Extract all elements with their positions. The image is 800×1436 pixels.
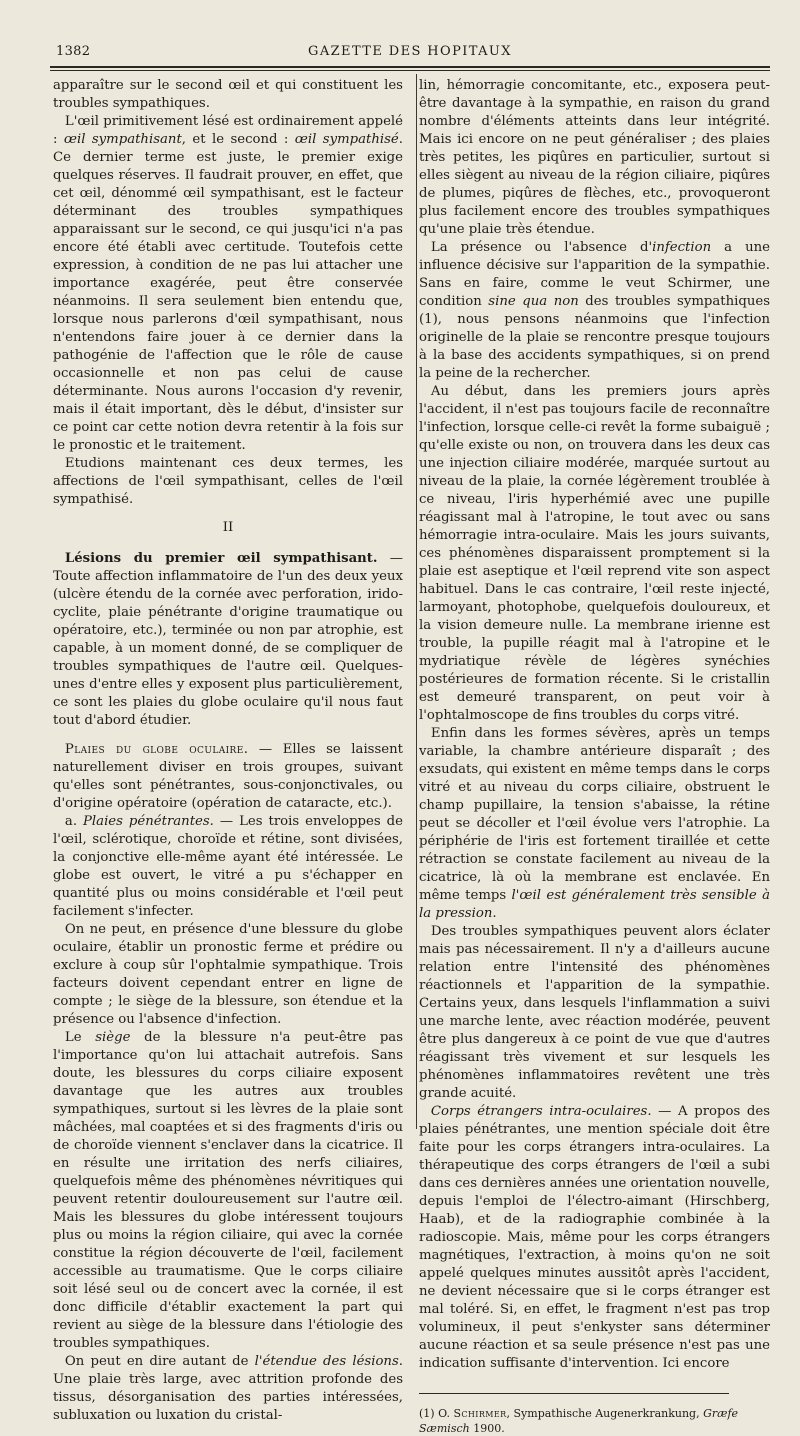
page-header xyxy=(50,40,770,62)
paragraph-text: — A propos des plaies pénétrantes, une mention spéciale doit être faite pour les corps étrangers intra-oculaires. La thérapeutique des corps étrangers de l'œil a subi dans ces dernières années une orientation nouvelle, depuis l'emploi de l'électro-aimant (Hirschberg, Haab), et de la radiographie combinée à la radioscopie. Mais, même pour les corps étrangers magnétiques, l'extraction, à moins qu'on ne soit appelé quelques minutes aussitôt après l'accident, ne devient nécessaire que si le corps étranger est mal toléré. Si, en effet, le fragment n'est pas trop volumineux, il peut s'enkyster sans déterminer aucune réaction et sa seule présence n'est pas une indication suffisante d'intervention. Ici encore xyxy=(419,1104,770,1371)
paragraph xyxy=(53,77,403,113)
footnote-author: Schirmer xyxy=(453,1407,507,1420)
subsection-title: Lésions du premier œil sympathisant. xyxy=(64,551,378,566)
paragraph xyxy=(53,455,403,509)
paragraph-text: lin, hémorragie concomitante, etc., exposera peut-être davantage à la sympathie, en raison du grand nombre d'éléments atteints dans leur intégrité. Mais ici encore on ne peut généraliser ; des plaies très petites, les piqûres en particulier, surtout si elles siègent au niveau de la région ciliaire, piqûres de plumes, piqûres de flèches, etc., provoqueront plus facilement encore des troubles sympathiques qu'une plaie très étendue. xyxy=(419,78,770,237)
paragraph xyxy=(53,813,403,921)
right-column xyxy=(419,77,770,1436)
page-number: 1382 xyxy=(56,44,91,59)
paragraph xyxy=(419,77,770,239)
paragraph xyxy=(53,550,403,730)
italic-term: l'œil est généralement très sensible à la pression xyxy=(419,888,770,921)
paragraph xyxy=(53,741,403,813)
footnote-text: , Sympathische Augenerkrankung, xyxy=(506,1407,704,1420)
paragraph-text: Au début, dans les premiers jours après l'accident, il n'est pas toujours facile de reconnaître l'infection, lorsque celle-ci revêt la forme subaiguë ; qu'elle existe ou non, on trouvera dans les deux cas une injection ciliaire modérée, marquée surtout au niveau de la plaie, la cornée légèrement troublée à ce niveau, l'iris hyperhémié avec une pupille réagissant mal à l'atropine, le tout avec ou sans hémorragie intra-oculaire. Mais les jours suivants, ces phénomènes disparaissent promptement si la plaie est aseptique et l'œil reprend vite son aspect habituel. Dans le cas contraire, l'œil reste injecté, larmoyant, photophobe, quelquefois douloureux, et la vision demeure nulle. La membrane irienne est trouble, la pupille réagit mal à l'atropine et le mydriatique révèle de légères synéchies postérieures de formation récente. Si le cristallin est demeuré transparent, on peut voir à l'ophtalmoscope de fins troubles du corps vitré. xyxy=(419,384,770,723)
italic-term: infection xyxy=(652,240,712,255)
paragraph-text: . Une plaie très large, avec attrition profonde des tissus, désorganisation des parties intéressées, subluxation ou luxation du cristal- xyxy=(53,1354,403,1423)
running-title: GAZETTE DES HOPITAUX xyxy=(308,44,512,59)
header-rule-thick xyxy=(50,66,770,68)
paragraph-text: . xyxy=(492,906,497,921)
paragraph xyxy=(419,1103,770,1373)
italic-term: sine qua non xyxy=(488,294,579,309)
paragraph-text: des troubles sympathiques (1), nous pensons néanmoins que l'infection originelle de la plaie se rencontre presque toujours à la base des accidents sympathiques, si on prend la peine de la rechercher. xyxy=(419,294,771,381)
paragraph xyxy=(419,239,770,383)
paragraph-text: . Ce dernier terme est juste, le premier exige quelques réserves. Il faudrait prouver, en effet, que cet œil, dénommé œil sympathisant, est le facteur déterminant des troubles sympathiques apparaissant sur le second, ce qui jusqu'ici n'a pas encore été établi avec certitude. Toutefois cette expression, à condition de ne pas lui attacher une importance exagérée, peut être conservée néanmoins. Il sera seulement bien entendu que, lorsque nous parlerons d'œil sympathisant, nous n'entendons faire jouer à ce dernier dans la pathogénie de l'affection que le rôle de cause occasionnelle et non pas celui de cause déterminante. Nous aurons l'occasion d'y revenir, mais il était important, dès le début, d'insister sur ce point car cette notion devra retentir à la fois sur le pronostic et le traitement. xyxy=(53,132,403,453)
paragraph xyxy=(53,1353,403,1425)
italic-term: siège xyxy=(95,1030,131,1045)
section-number: II xyxy=(222,520,234,535)
header-rule-thin xyxy=(50,70,770,71)
paragraph-text: , et le second : xyxy=(181,132,295,147)
subsection-title: Corps étrangers intra-oculaires. xyxy=(430,1104,652,1119)
paragraph-text: — Elles se laissent naturellement diviser en trois groupes, suivant qu'elles sont pénétrantes, sous-conjonctivales, ou d'origine opératoire (opération de cataracte, etc.). xyxy=(53,742,403,811)
subsection-title: Plaies du globe oculaire. xyxy=(64,742,249,757)
paragraph-text: On peut en dire autant de xyxy=(64,1354,255,1369)
italic-term: œil sympathisé xyxy=(294,132,399,147)
paragraph-text: a une influence décisive sur l'apparition de la sympathie. Sans en faire, comme le veut Schirmer, une condition xyxy=(419,240,770,309)
paragraph-text: Enfin dans les formes sévères, après un temps variable, la chambre antérieure disparaît ; des exsudats, qui existent en même temps dans le corps vitré et au niveau du corps ciliaire, obstruent le champ pupillaire, la tension s'abaisse, la rétine peut se décoller et l'œil évolue vers l'atrophie. La périphérie de l'iris est fortement tiraillée et cette rétraction se constate facilement au niveau de la cicatrice, là où la membrane est enclavée. En même temps xyxy=(419,726,770,903)
paragraph-text: — Les trois enveloppes de l'œil, sclérotique, choroïde et rétine, sont divisées, la conjonctive elle-même ayant été intéressée. Le globe est ouvert, le vitré a pu s'échapper en quantité plus ou moins considérable et l'œil peut facilement s'infecter. xyxy=(53,814,403,919)
left-column xyxy=(53,77,403,1425)
paragraph-text: apparaître sur le second œil et qui constituent les troubles sympathiques. xyxy=(53,78,403,111)
paragraph-text: de la blessure n'a peut-être pas l'importance qu'on lui attachait autrefois. Sans doute, les blessures du corps ciliaire exposent davantage que les autres aux troubles sympathiques, surtout si les lèvres de la plaie sont mâchées, mal coaptées et si des fragments d'iris ou de choroïde viennent s'enclaver dans la cicatrice. Il en résulte une irritation des nerfs ciliaires, quelquefois même des phénomènes névritiques qui peuvent retentir douloureusement sur l'autre œil. Mais les blessures du globe intéressent toujours plus ou moins la région ciliaire, qui avec la cornée constitue la région découverte de l'œil, facilement accessible au traumatisme. Que le corps ciliaire soit lésé seul ou de concert avec la cornée, il est donc difficile d'établir exactement la part qui revient au siège de la blessure dans l'étiologie des troubles sympathiques. xyxy=(53,1030,403,1351)
paragraph-text: La présence ou l'absence d' xyxy=(430,240,653,255)
paragraph-text: — Toute affection inflammatoire de l'un des deux yeux (ulcère étendu de la cornée avec perforation, irido-cyclite, plaie pénétrante d'origine traumatique ou opératoire, etc.), terminée ou non par atrophie, est capable, à un moment donné, de se compliquer de troubles sympathiques de l'autre œil. Quelques-unes d'entre elles y exposent plus particulièrement, ce sont les plaies du globe oculaire qu'il nous faut tout d'abord étudier. xyxy=(53,551,403,728)
paragraph-text: On ne peut, en présence d'une blessure du globe oculaire, établir un pronostic ferme et prédire ou exclure à coup sûr l'ophtalmie sympathique. Trois facteurs doivent cependant entrer en ligne de compte ; le siège de la blessure, son étendue et la présence ou l'absence d'infection. xyxy=(53,922,403,1027)
paragraph-text: Etudions maintenant ces deux termes, les affections de l'œil sympathisant, celles de l'œil sympathisé. xyxy=(53,456,403,507)
list-label: a. xyxy=(64,814,84,829)
paragraph-text: Le xyxy=(64,1030,96,1045)
paragraph-text: L'œil primitivement lésé est ordinairement appelé : xyxy=(53,114,403,147)
paragraph xyxy=(53,113,403,455)
footnote-text: 1900. xyxy=(469,1422,505,1435)
paragraph xyxy=(419,923,770,1103)
paragraph xyxy=(53,1029,403,1353)
footnote-text: (1) O. xyxy=(419,1407,454,1420)
paragraph xyxy=(53,921,403,1029)
paragraph-text: Des troubles sympathiques peuvent alors éclater mais pas nécessairement. Il n'y a d'ailleurs aucune relation entre l'intensité des phénomènes réactionnels et l'apparition de la sympathie. Certains yeux, dans lesquels l'inflammation a suivi une marche lente, avec réaction modérée, peuvent être plus dangereux à ce point de vue que d'autres réagissant très vivement et sur lesquels les phénomènes inflammatoires revêtent une très grande acuité. xyxy=(419,924,770,1101)
column-divider xyxy=(416,74,417,1129)
footnote xyxy=(419,1406,770,1436)
paragraph xyxy=(419,725,770,923)
subsection-title: Plaies pénétrantes. xyxy=(83,814,214,829)
italic-term: œil sympathisant xyxy=(63,132,182,147)
footnote-source: Græfe Sæmisch xyxy=(419,1407,739,1435)
italic-term: l'étendue des lésions xyxy=(254,1354,399,1369)
footnote-rule xyxy=(419,1393,729,1394)
paragraph xyxy=(419,383,770,725)
